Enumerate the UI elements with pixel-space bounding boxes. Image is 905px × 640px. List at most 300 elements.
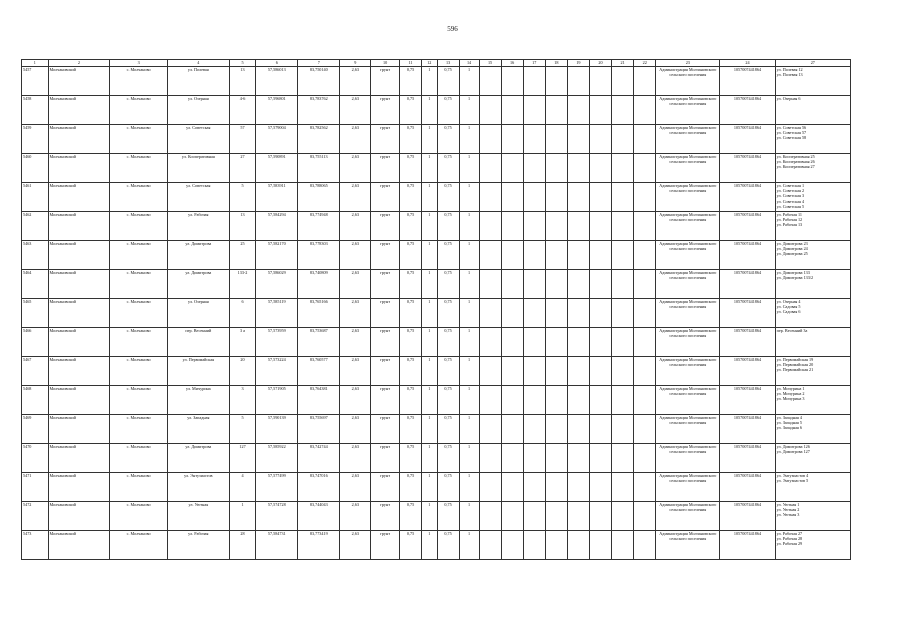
cell-empty (479, 125, 501, 154)
cell-c13: 0,75 (437, 183, 459, 212)
cell-ogrn: 1057007441864 (720, 357, 775, 386)
cell-addresses: ул. Кооперативная 25 ул. Кооперативная 26 ул. Кооперативная 27 (775, 154, 850, 183)
cell-empty (545, 67, 567, 96)
cell-locality: с. Молчаново (110, 212, 167, 241)
cell-house: 13 (229, 67, 256, 96)
cell-c11: 0,75 (399, 473, 421, 502)
cell-width: 2,63 (340, 125, 371, 154)
cell-empty (501, 96, 523, 125)
cell-house: 1 (229, 502, 256, 531)
cell-empty (501, 415, 523, 444)
cell-locality: с. Молчаново (110, 386, 167, 415)
cell-locality: с. Молчаново (110, 241, 167, 270)
cell-width: 2,63 (340, 444, 371, 473)
cell-cover: грунт (371, 531, 400, 560)
cell-cover: грунт (371, 241, 400, 270)
cell-empty (523, 241, 545, 270)
cell-district: Молчановский (48, 357, 110, 386)
cell-owner: Администрация Молчановского сельского поселения (656, 96, 720, 125)
cell-c13: 0,75 (437, 415, 459, 444)
cell-ogrn: 1057007441864 (720, 386, 775, 415)
cell-district: Молчановский (48, 531, 110, 560)
cell-id: 5465 (22, 299, 49, 328)
cell-lat: 57,590891 (256, 154, 298, 183)
cell-c12: 1 (422, 531, 437, 560)
cell-lat: 57,586029 (256, 270, 298, 299)
cell-cover: грунт (371, 473, 400, 502)
cell-ogrn: 1057007441864 (720, 125, 775, 154)
cell-district: Молчановский (48, 444, 110, 473)
cell-c12: 1 (422, 154, 437, 183)
cell-ogrn: 1057007441864 (720, 96, 775, 125)
cell-empty (545, 154, 567, 183)
cell-c12: 1 (422, 183, 437, 212)
cell-width: 2,63 (340, 357, 371, 386)
cell-id: 5460 (22, 154, 49, 183)
cell-district: Молчановский (48, 386, 110, 415)
cell-c12: 1 (422, 299, 437, 328)
cell-empty (634, 270, 656, 299)
cell-locality: с. Молчаново (110, 531, 167, 560)
cell-empty (501, 125, 523, 154)
cell-district: Молчановский (48, 270, 110, 299)
cell-owner: Администрация Молчановского сельского поселения (656, 183, 720, 212)
cell-district: Молчановский (48, 67, 110, 96)
cell-id: 5463 (22, 241, 49, 270)
cell-empty (567, 241, 589, 270)
cell-district: Молчановский (48, 415, 110, 444)
cell-empty (634, 299, 656, 328)
cell-empty (523, 212, 545, 241)
header-cell: 17 (523, 60, 545, 67)
cell-empty (612, 531, 634, 560)
cell-empty (612, 67, 634, 96)
cell-c14: 1 (459, 386, 479, 415)
cell-owner: Администрация Молчановского сельского поселения (656, 299, 720, 328)
cell-empty (523, 125, 545, 154)
table-row (22, 299, 851, 328)
cell-empty (501, 67, 523, 96)
table-row (22, 154, 851, 183)
cell-addresses: ул. Уютная 1 ул. Уютная 2 ул. Уютная 3 (775, 502, 850, 531)
cell-empty (589, 299, 611, 328)
cell-empty (479, 270, 501, 299)
cell-c12: 1 (422, 357, 437, 386)
cell-cover: грунт (371, 444, 400, 473)
cell-c11: 0,75 (399, 415, 421, 444)
cell-street: ул. Полевая (167, 67, 229, 96)
cell-house: 27 (229, 154, 256, 183)
cell-empty (479, 67, 501, 96)
cell-street: ул. Советская (167, 183, 229, 212)
cell-empty (545, 299, 567, 328)
cell-c13: 0,75 (437, 531, 459, 560)
cell-c11: 0,75 (399, 357, 421, 386)
header-cell: 19 (567, 60, 589, 67)
cell-lat: 57,585119 (256, 299, 298, 328)
cell-empty (523, 154, 545, 183)
cell-cover: грунт (371, 270, 400, 299)
cell-empty (634, 96, 656, 125)
cell-empty (545, 444, 567, 473)
cell-lon: 83,747016 (298, 473, 340, 502)
cell-c13: 0,75 (437, 357, 459, 386)
cell-empty (523, 386, 545, 415)
cell-c13: 0,75 (437, 96, 459, 125)
cell-empty (612, 357, 634, 386)
cell-c13: 0,75 (437, 154, 459, 183)
cell-addresses: ул. Первомайская 19 ул. Первомайская 20 ул. Первомайская 21 (775, 357, 850, 386)
cell-empty (523, 96, 545, 125)
cell-empty (567, 386, 589, 415)
page-number: 596 (447, 25, 458, 33)
cell-street: ул. Озерная (167, 96, 229, 125)
cell-empty (567, 270, 589, 299)
cell-empty (567, 183, 589, 212)
cell-lon: 83,760577 (298, 357, 340, 386)
cell-empty (479, 328, 501, 357)
cell-empty (545, 125, 567, 154)
cell-empty (479, 473, 501, 502)
cell-district: Молчановский (48, 154, 110, 183)
cell-cover: грунт (371, 154, 400, 183)
cell-empty (589, 154, 611, 183)
cell-street: ул. Первомайская (167, 357, 229, 386)
cell-empty (634, 473, 656, 502)
cell-empty (501, 270, 523, 299)
table-row (22, 125, 851, 154)
cell-c13: 0,75 (437, 212, 459, 241)
header-cell: 4 (167, 60, 229, 67)
cell-empty (545, 531, 567, 560)
cell-owner: Администрация Молчановского сельского поселения (656, 154, 720, 183)
cell-locality: с. Молчаново (110, 183, 167, 212)
cell-width: 2,63 (340, 531, 371, 560)
table-row (22, 328, 851, 357)
header-cell: 12 (422, 60, 437, 67)
cell-c12: 1 (422, 67, 437, 96)
cell-empty (589, 241, 611, 270)
cell-c13: 0,75 (437, 270, 459, 299)
cell-owner: Администрация Молчановского сельского поселения (656, 67, 720, 96)
cell-empty (634, 154, 656, 183)
cell-empty (612, 299, 634, 328)
cell-c13: 0,75 (437, 241, 459, 270)
cell-lat: 57,582170 (256, 241, 298, 270)
cell-house: 5 (229, 183, 256, 212)
table-row (22, 241, 851, 270)
cell-c11: 0,75 (399, 328, 421, 357)
cell-owner: Администрация Молчановского сельского поселения (656, 531, 720, 560)
table-row (22, 502, 851, 531)
cell-ogrn: 1057007441864 (720, 299, 775, 328)
cell-empty (479, 357, 501, 386)
cell-c11: 0,75 (399, 270, 421, 299)
cell-ogrn: 1057007441864 (720, 473, 775, 502)
cell-c14: 1 (459, 531, 479, 560)
cell-lat: 57,585922 (256, 444, 298, 473)
cell-lat: 57,574728 (256, 502, 298, 531)
cell-house: 133-2 (229, 270, 256, 299)
cell-empty (634, 241, 656, 270)
cell-addresses: ул. Полевая 12 ул. Полевая 13 (775, 67, 850, 96)
cell-id: 5467 (22, 357, 49, 386)
cell-owner: Администрация Молчановского сельского поселения (656, 270, 720, 299)
cell-empty (634, 67, 656, 96)
cell-empty (479, 96, 501, 125)
cell-lon: 83,778303 (298, 241, 340, 270)
header-cell: 24 (720, 60, 775, 67)
cell-empty (501, 212, 523, 241)
cell-district: Молчановский (48, 125, 110, 154)
cell-c13: 0,75 (437, 473, 459, 502)
cell-locality: с. Молчаново (110, 299, 167, 328)
cell-empty (567, 96, 589, 125)
cell-cover: грунт (371, 502, 400, 531)
cell-c14: 1 (459, 96, 479, 125)
cell-id: 5468 (22, 386, 49, 415)
cell-c11: 0,75 (399, 183, 421, 212)
cell-empty (523, 473, 545, 502)
cell-locality: с. Молчаново (110, 415, 167, 444)
cell-empty (545, 357, 567, 386)
cell-empty (545, 328, 567, 357)
cell-c12: 1 (422, 415, 437, 444)
cell-c14: 1 (459, 154, 479, 183)
cell-district: Молчановский (48, 473, 110, 502)
cell-owner: Администрация Молчановского сельского поселения (656, 357, 720, 386)
header-cell: 3 (110, 60, 167, 67)
table-row (22, 444, 851, 473)
cell-id: 5457 (22, 67, 49, 96)
cell-c12: 1 (422, 444, 437, 473)
cell-c14: 1 (459, 125, 479, 154)
cell-lon: 83,742744 (298, 444, 340, 473)
cell-empty (589, 212, 611, 241)
cell-id: 5466 (22, 328, 49, 357)
cell-c14: 1 (459, 241, 479, 270)
cell-empty (479, 444, 501, 473)
cell-empty (545, 473, 567, 502)
cell-empty (501, 473, 523, 502)
cell-empty (634, 328, 656, 357)
cell-empty (523, 502, 545, 531)
cell-addresses: ул. Димитрова 23 ул. Димитрова 24 ул. Димитрова 25 (775, 241, 850, 270)
cell-empty (523, 299, 545, 328)
cell-empty (634, 183, 656, 212)
cell-street: ул. Энтузиастов (167, 473, 229, 502)
cell-street: ул. Кооперативная (167, 154, 229, 183)
cell-c11: 0,75 (399, 502, 421, 531)
cell-empty (612, 415, 634, 444)
cell-empty (589, 502, 611, 531)
cell-id: 5458 (22, 96, 49, 125)
cell-house: 4-6 (229, 96, 256, 125)
cell-ogrn: 1057007441864 (720, 183, 775, 212)
cell-owner: Администрация Молчановского сельского поселения (656, 328, 720, 357)
header-cell: 27 (775, 60, 850, 67)
header-cell: 5 (229, 60, 256, 67)
cell-empty (479, 183, 501, 212)
cell-empty (545, 241, 567, 270)
cell-empty (589, 357, 611, 386)
cell-lon: 83,788065 (298, 183, 340, 212)
cell-empty (567, 444, 589, 473)
cell-addresses: ул. Озерная 4 ул. Садовая 5 ул. Садовая 6 (775, 299, 850, 328)
cell-cover: грунт (371, 183, 400, 212)
header-cell: 2 (48, 60, 110, 67)
cell-lat: 57,584731 (256, 531, 298, 560)
cell-lat: 57,571905 (256, 386, 298, 415)
cell-empty (589, 531, 611, 560)
cell-empty (545, 212, 567, 241)
cell-empty (567, 415, 589, 444)
cell-addresses: ул. Озерная 6 (775, 96, 850, 125)
cell-owner: Администрация Молчановского сельского поселения (656, 444, 720, 473)
cell-lat: 57,596801 (256, 96, 298, 125)
cell-lon: 83,740809 (298, 270, 340, 299)
cell-empty (634, 357, 656, 386)
cell-c11: 0,75 (399, 386, 421, 415)
cell-c14: 1 (459, 502, 479, 531)
cell-ogrn: 1057007441864 (720, 531, 775, 560)
cell-empty (612, 183, 634, 212)
cell-empty (612, 270, 634, 299)
cell-street: ул. Озерная (167, 299, 229, 328)
header-cell: 21 (612, 60, 634, 67)
header-cell: 20 (589, 60, 611, 67)
cell-lon: 83,774948 (298, 212, 340, 241)
header-cell: 11 (399, 60, 421, 67)
cell-empty (612, 473, 634, 502)
cell-empty (501, 386, 523, 415)
cell-empty (479, 415, 501, 444)
cell-empty (567, 473, 589, 502)
table-row (22, 357, 851, 386)
cell-cover: грунт (371, 386, 400, 415)
cell-street: ул. Рабочая (167, 212, 229, 241)
cell-empty (479, 531, 501, 560)
cell-c14: 1 (459, 473, 479, 502)
cell-street: пер. Весенний (167, 328, 229, 357)
cell-c12: 1 (422, 270, 437, 299)
cell-empty (612, 386, 634, 415)
cell-empty (545, 502, 567, 531)
cell-house: 4 (229, 473, 256, 502)
cell-c14: 1 (459, 415, 479, 444)
cell-locality: с. Молчаново (110, 502, 167, 531)
cell-lon: 83,765166 (298, 299, 340, 328)
cell-empty (501, 154, 523, 183)
cell-district: Молчановский (48, 212, 110, 241)
cell-ogrn: 1057007441864 (720, 67, 775, 96)
cell-empty (567, 125, 589, 154)
cell-house: 127 (229, 444, 256, 473)
cell-empty (634, 212, 656, 241)
cell-house: 13 (229, 212, 256, 241)
cell-district: Молчановский (48, 299, 110, 328)
cell-owner: Администрация Молчановского сельского поселения (656, 473, 720, 502)
cell-empty (501, 241, 523, 270)
cell-street: ул. Димитрова (167, 444, 229, 473)
cell-locality: с. Молчаново (110, 270, 167, 299)
cell-c14: 1 (459, 183, 479, 212)
cell-id: 5462 (22, 212, 49, 241)
header-cell: 10 (371, 60, 400, 67)
cell-lon: 83,755697 (298, 415, 340, 444)
cell-lat: 57,590139 (256, 415, 298, 444)
cell-id: 5469 (22, 415, 49, 444)
table-row (22, 415, 851, 444)
cell-ogrn: 1057007441864 (720, 444, 775, 473)
cell-empty (612, 502, 634, 531)
header-cell: 22 (634, 60, 656, 67)
cell-lon: 83,773419 (298, 531, 340, 560)
cell-locality: с. Молчаново (110, 96, 167, 125)
cell-empty (612, 125, 634, 154)
header-cell: 9 (340, 60, 371, 67)
cell-c12: 1 (422, 241, 437, 270)
cell-lat: 57,583911 (256, 183, 298, 212)
cell-ogrn: 1057007441864 (720, 270, 775, 299)
cell-house: 3 (229, 386, 256, 415)
cell-empty (479, 299, 501, 328)
cell-empty (479, 154, 501, 183)
cell-lat: 57,584294 (256, 212, 298, 241)
cell-house: 20 (229, 357, 256, 386)
cell-cover: грунт (371, 328, 400, 357)
cell-house: 3 а (229, 328, 256, 357)
cell-locality: с. Молчаново (110, 154, 167, 183)
cell-empty (567, 502, 589, 531)
cell-c11: 0,75 (399, 299, 421, 328)
cell-empty (634, 444, 656, 473)
header-cell: 15 (479, 60, 501, 67)
cell-c14: 1 (459, 67, 479, 96)
cell-ogrn: 1057007441864 (720, 241, 775, 270)
cell-id: 5459 (22, 125, 49, 154)
cell-cover: грунт (371, 357, 400, 386)
cell-width: 2,63 (340, 96, 371, 125)
cell-owner: Администрация Молчановского сельского поселения (656, 212, 720, 241)
cell-c14: 1 (459, 444, 479, 473)
cell-empty (589, 270, 611, 299)
cell-empty (545, 96, 567, 125)
cell-addresses: ул. Димитрова 126 ул. Димитрова 127 (775, 444, 850, 473)
cell-addresses: ул. Рабочая 11 ул. Рабочая 12 ул. Рабочая 13 (775, 212, 850, 241)
cell-empty (523, 531, 545, 560)
cell-c11: 0,75 (399, 444, 421, 473)
cell-empty (612, 96, 634, 125)
cell-house: 28 (229, 531, 256, 560)
cell-width: 2,63 (340, 154, 371, 183)
cell-addresses: ул. Советская 56 ул. Советская 57 ул. Советская 58 (775, 125, 850, 154)
cell-owner: Администрация Молчановского сельского поселения (656, 502, 720, 531)
table-row (22, 270, 851, 299)
cell-lon: 83,755113 (298, 154, 340, 183)
cell-street: ул. Мичурина (167, 386, 229, 415)
cell-owner: Администрация Молчановского сельского поселения (656, 125, 720, 154)
cell-locality: с. Молчаново (110, 444, 167, 473)
cell-empty (523, 67, 545, 96)
cell-empty (634, 415, 656, 444)
header-cell: 16 (501, 60, 523, 67)
cell-c11: 0,75 (399, 212, 421, 241)
cell-width: 2,63 (340, 241, 371, 270)
cell-empty (589, 96, 611, 125)
cell-empty (589, 67, 611, 96)
cell-empty (589, 328, 611, 357)
